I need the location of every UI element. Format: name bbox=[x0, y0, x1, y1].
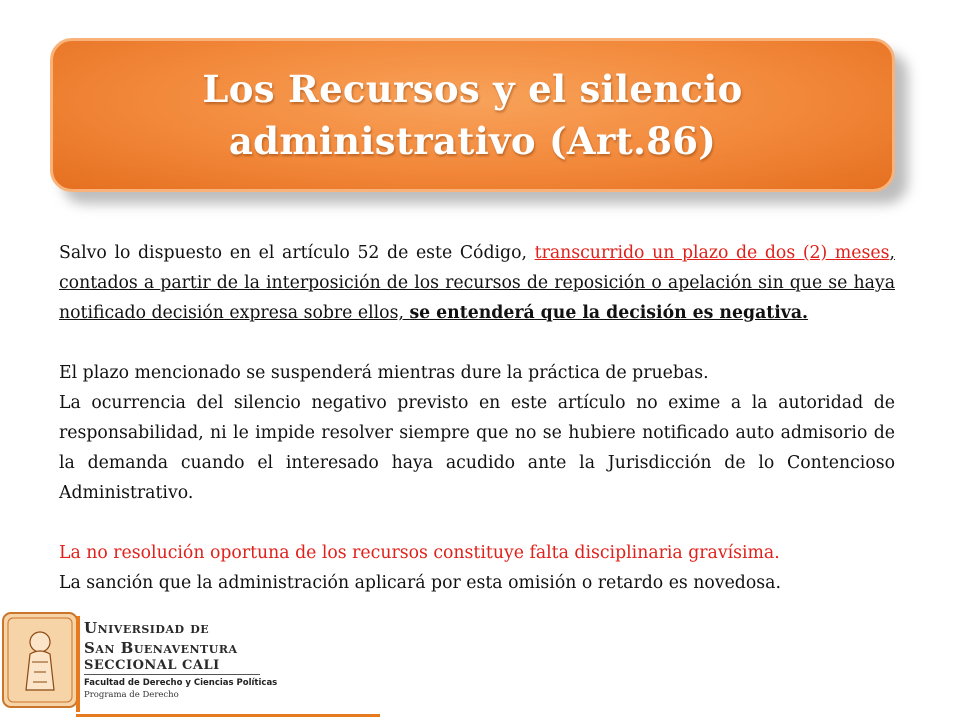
title-line-1: Los Recursos y el silencio bbox=[202, 67, 743, 111]
p1-conditions: , contados a partir de la interposición de los recursos de reposición o apelación sin que se haya notificado decisión expresa sobre ellos, bbox=[59, 243, 895, 323]
p1-deadline: transcurrido un plazo de dos (2) meses bbox=[534, 243, 890, 263]
spacer bbox=[59, 328, 895, 358]
paragraph-1 bbox=[59, 238, 895, 328]
title-banner bbox=[50, 38, 895, 192]
university-seal-icon bbox=[2, 612, 78, 708]
spacer bbox=[59, 508, 895, 538]
university-name bbox=[84, 618, 238, 674]
university-name-line-1: Universidad de bbox=[84, 619, 210, 637]
title-line-2: administrativo (Art.86) bbox=[228, 119, 717, 163]
logo-rule bbox=[84, 674, 260, 675]
paragraph-4: La no resolución oportuna de los recursos constituye falta disciplinaria gravísima. bbox=[59, 543, 780, 563]
university-name-line-2: San Buenaventura bbox=[84, 639, 238, 657]
paragraph-3: La ocurrencia del silencio negativo previsto en este artículo no exime a la autoridad de responsabilidad, ni le impide resolver siempre que no se hubiere notificado auto admisorio de la demanda cuando el interesado haya acudido ante la Jurisdicción de lo Contencioso Administrativo. bbox=[59, 393, 895, 503]
article-body bbox=[59, 238, 895, 598]
paragraph-5: La sanción que la administración aplicará por esta omisión o retardo es novedosa. bbox=[59, 573, 781, 593]
program-name: Programa de Derecho bbox=[84, 690, 179, 700]
university-logo bbox=[0, 608, 400, 720]
p1-intro: Salvo lo dispuesto en el artículo 52 de este Código, bbox=[59, 243, 535, 263]
logo-divider bbox=[76, 616, 80, 712]
faculty-name: Facultad de Derecho y Ciencias Políticas bbox=[84, 678, 278, 688]
university-campus: SECCIONAL CALI bbox=[84, 658, 220, 673]
paragraph-2: El plazo mencionado se suspenderá mientras dure la práctica de pruebas. bbox=[59, 363, 709, 383]
logo-bottom-rule bbox=[76, 714, 380, 717]
p1-conclusion: se entenderá que la decisión es negativa. bbox=[409, 303, 809, 323]
